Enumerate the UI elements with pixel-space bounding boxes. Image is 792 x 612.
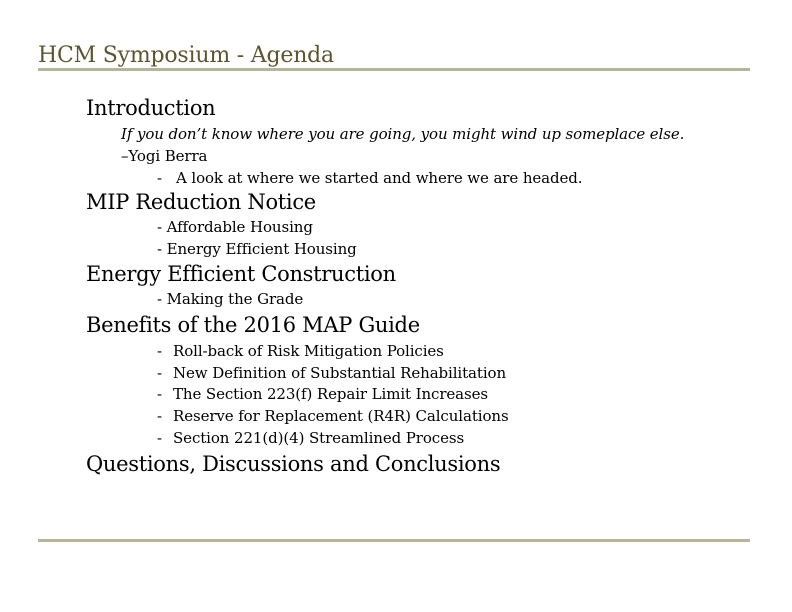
dash-bullet: - bbox=[157, 385, 162, 404]
quote-attribution: –Yogi Berra bbox=[121, 147, 208, 165]
dash-bullet: - bbox=[157, 407, 162, 426]
dash-bullet: - bbox=[157, 428, 162, 447]
benefits-list bbox=[157, 341, 509, 450]
benefits-item bbox=[157, 384, 509, 406]
mip-item: - Energy Efficient Housing bbox=[157, 240, 357, 258]
agenda-heading-mip: MIP Reduction Notice bbox=[86, 190, 316, 214]
agenda-heading-introduction: Introduction bbox=[86, 96, 216, 120]
title-underline bbox=[38, 68, 750, 71]
benefits-item-label: Reserve for Replacement (R4R) Calculations bbox=[173, 407, 509, 426]
dash-bullet: - bbox=[157, 363, 162, 382]
benefits-item-label: New Definition of Substantial Rehabilitation bbox=[173, 363, 507, 382]
benefits-item bbox=[157, 406, 509, 428]
benefits-item bbox=[157, 341, 509, 363]
energy-item: - Making the Grade bbox=[157, 290, 304, 308]
footer-rule bbox=[38, 539, 750, 542]
benefits-item bbox=[157, 363, 509, 385]
benefits-item-label: Roll-back of Risk Mitigation Policies bbox=[173, 342, 444, 360]
yogi-berra-quote: If you don’t know where you are going, you might wind up someplace else. bbox=[121, 125, 685, 143]
mip-item: - Affordable Housing bbox=[157, 218, 313, 236]
dash-bullet: - bbox=[157, 342, 162, 360]
benefits-item bbox=[157, 428, 509, 450]
introduction-detail: - A look at where we started and where we are headed. bbox=[157, 169, 583, 187]
slide-title: HCM Symposium - Agenda bbox=[38, 43, 334, 68]
benefits-item-label: The Section 223(f) Repair Limit Increases bbox=[173, 385, 488, 404]
agenda-heading-energy: Energy Efficient Construction bbox=[86, 262, 396, 286]
agenda-heading-questions: Questions, Discussions and Conclusions bbox=[86, 452, 501, 476]
benefits-item-label: Section 221(d)(4) Streamlined Process bbox=[173, 428, 465, 447]
agenda-heading-benefits: Benefits of the 2016 MAP Guide bbox=[86, 313, 420, 337]
